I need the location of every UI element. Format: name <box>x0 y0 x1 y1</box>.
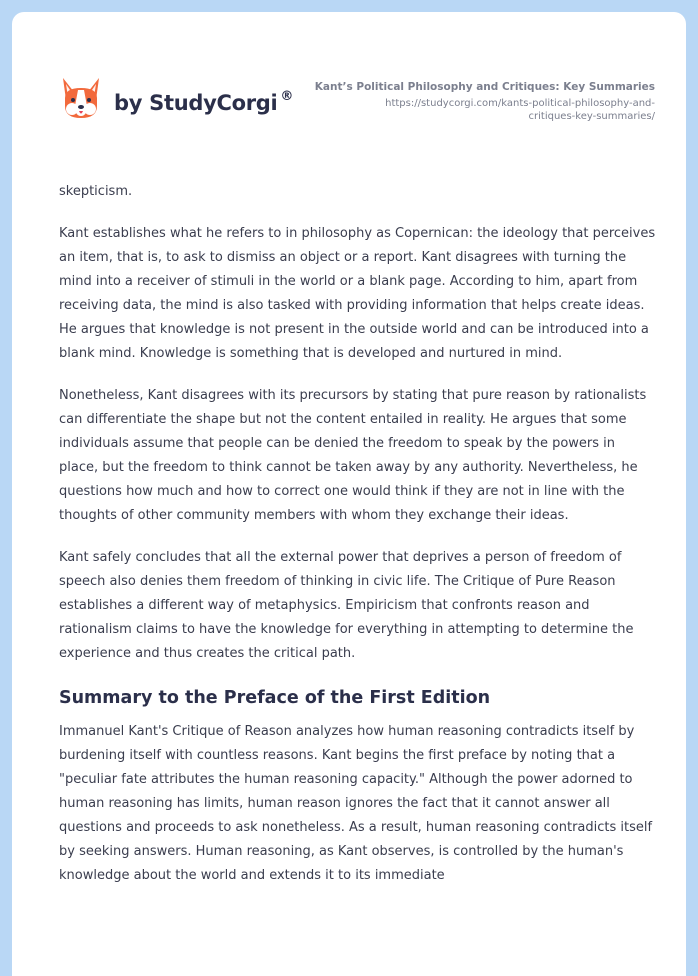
logo-text: by StudyCorgi ® <box>114 89 294 115</box>
corgi-logo-icon <box>60 76 102 122</box>
document-url-line-1: https://studycorgi.com/kants-political-philosophy-and- <box>385 98 655 109</box>
paragraph: Nonetheless, Kant disagrees with its precursors by stating that pure reason by rationalists can differentiate the shape but not the content entailed in reality. He argues that some individuals assume that people can be denied the freedom to speak by the powers in place, but the freedom to think cannot be taken away by any authority. Nevertheless, he questions how much and how to correct one would think if they are not in line with the thoughts of other community members with whom they exchange their ideas. <box>59 388 647 523</box>
document-title: Kant’s Political Philosophy and Critiques: Key Summaries <box>314 81 655 93</box>
section-heading: Summary to the Preface of the First Edition <box>59 688 491 708</box>
paragraph: Immanuel Kant's Critique of Reason analyzes how human reasoning contradicts itself by burdening itself with countless reasons. Kant begins the first preface by noting that a "peculiar fate attributes the human reasoning capacity." Although the power adorned to human reasoning has limits, human reason ignores the fact that it cannot answer all questions and proceeds to ask nonetheless. As a result, human reasoning contradicts itself by seeking answers. Human reasoning, as Kant observes, is controlled by the human's knowledge about the world and extends it to its immediate <box>59 724 653 883</box>
document-body <box>59 180 657 906</box>
registered-mark: ® <box>280 89 294 104</box>
document-header <box>12 12 686 162</box>
paragraph: Kant safely concludes that all the external power that deprives a person of freedom of speech also denies them freedom of thinking in civic life. The Critique of Pure Reason establishes a different way of metaphysics. Empiricism that confronts reason and rationalism claims to have the knowledge for everything in attempting to determine the experience and thus creates the critical path. <box>59 550 634 661</box>
document-meta <box>295 80 655 123</box>
paragraph: Kant establishes what he refers to in philosophy as Copernican: the ideology that perceives an item, that is, to ask to dismiss an object or a report. Kant disagrees with turning the mind into a receiver of stimuli in the world or a blank page. According to him, apart from receiving data, the mind is also tasked with providing information that helps create ideas. He argues that knowledge is not present in the outside world and can be introduced into a blank mind. Knowledge is something that is developed and nurtured in mind. <box>59 226 656 361</box>
paragraph: skepticism. <box>59 184 133 199</box>
document-url[interactable] <box>295 97 655 123</box>
document-url-line-2: critiques-key-summaries/ <box>528 111 655 122</box>
document-card <box>12 12 686 976</box>
studycorgi-logo[interactable] <box>60 76 293 122</box>
